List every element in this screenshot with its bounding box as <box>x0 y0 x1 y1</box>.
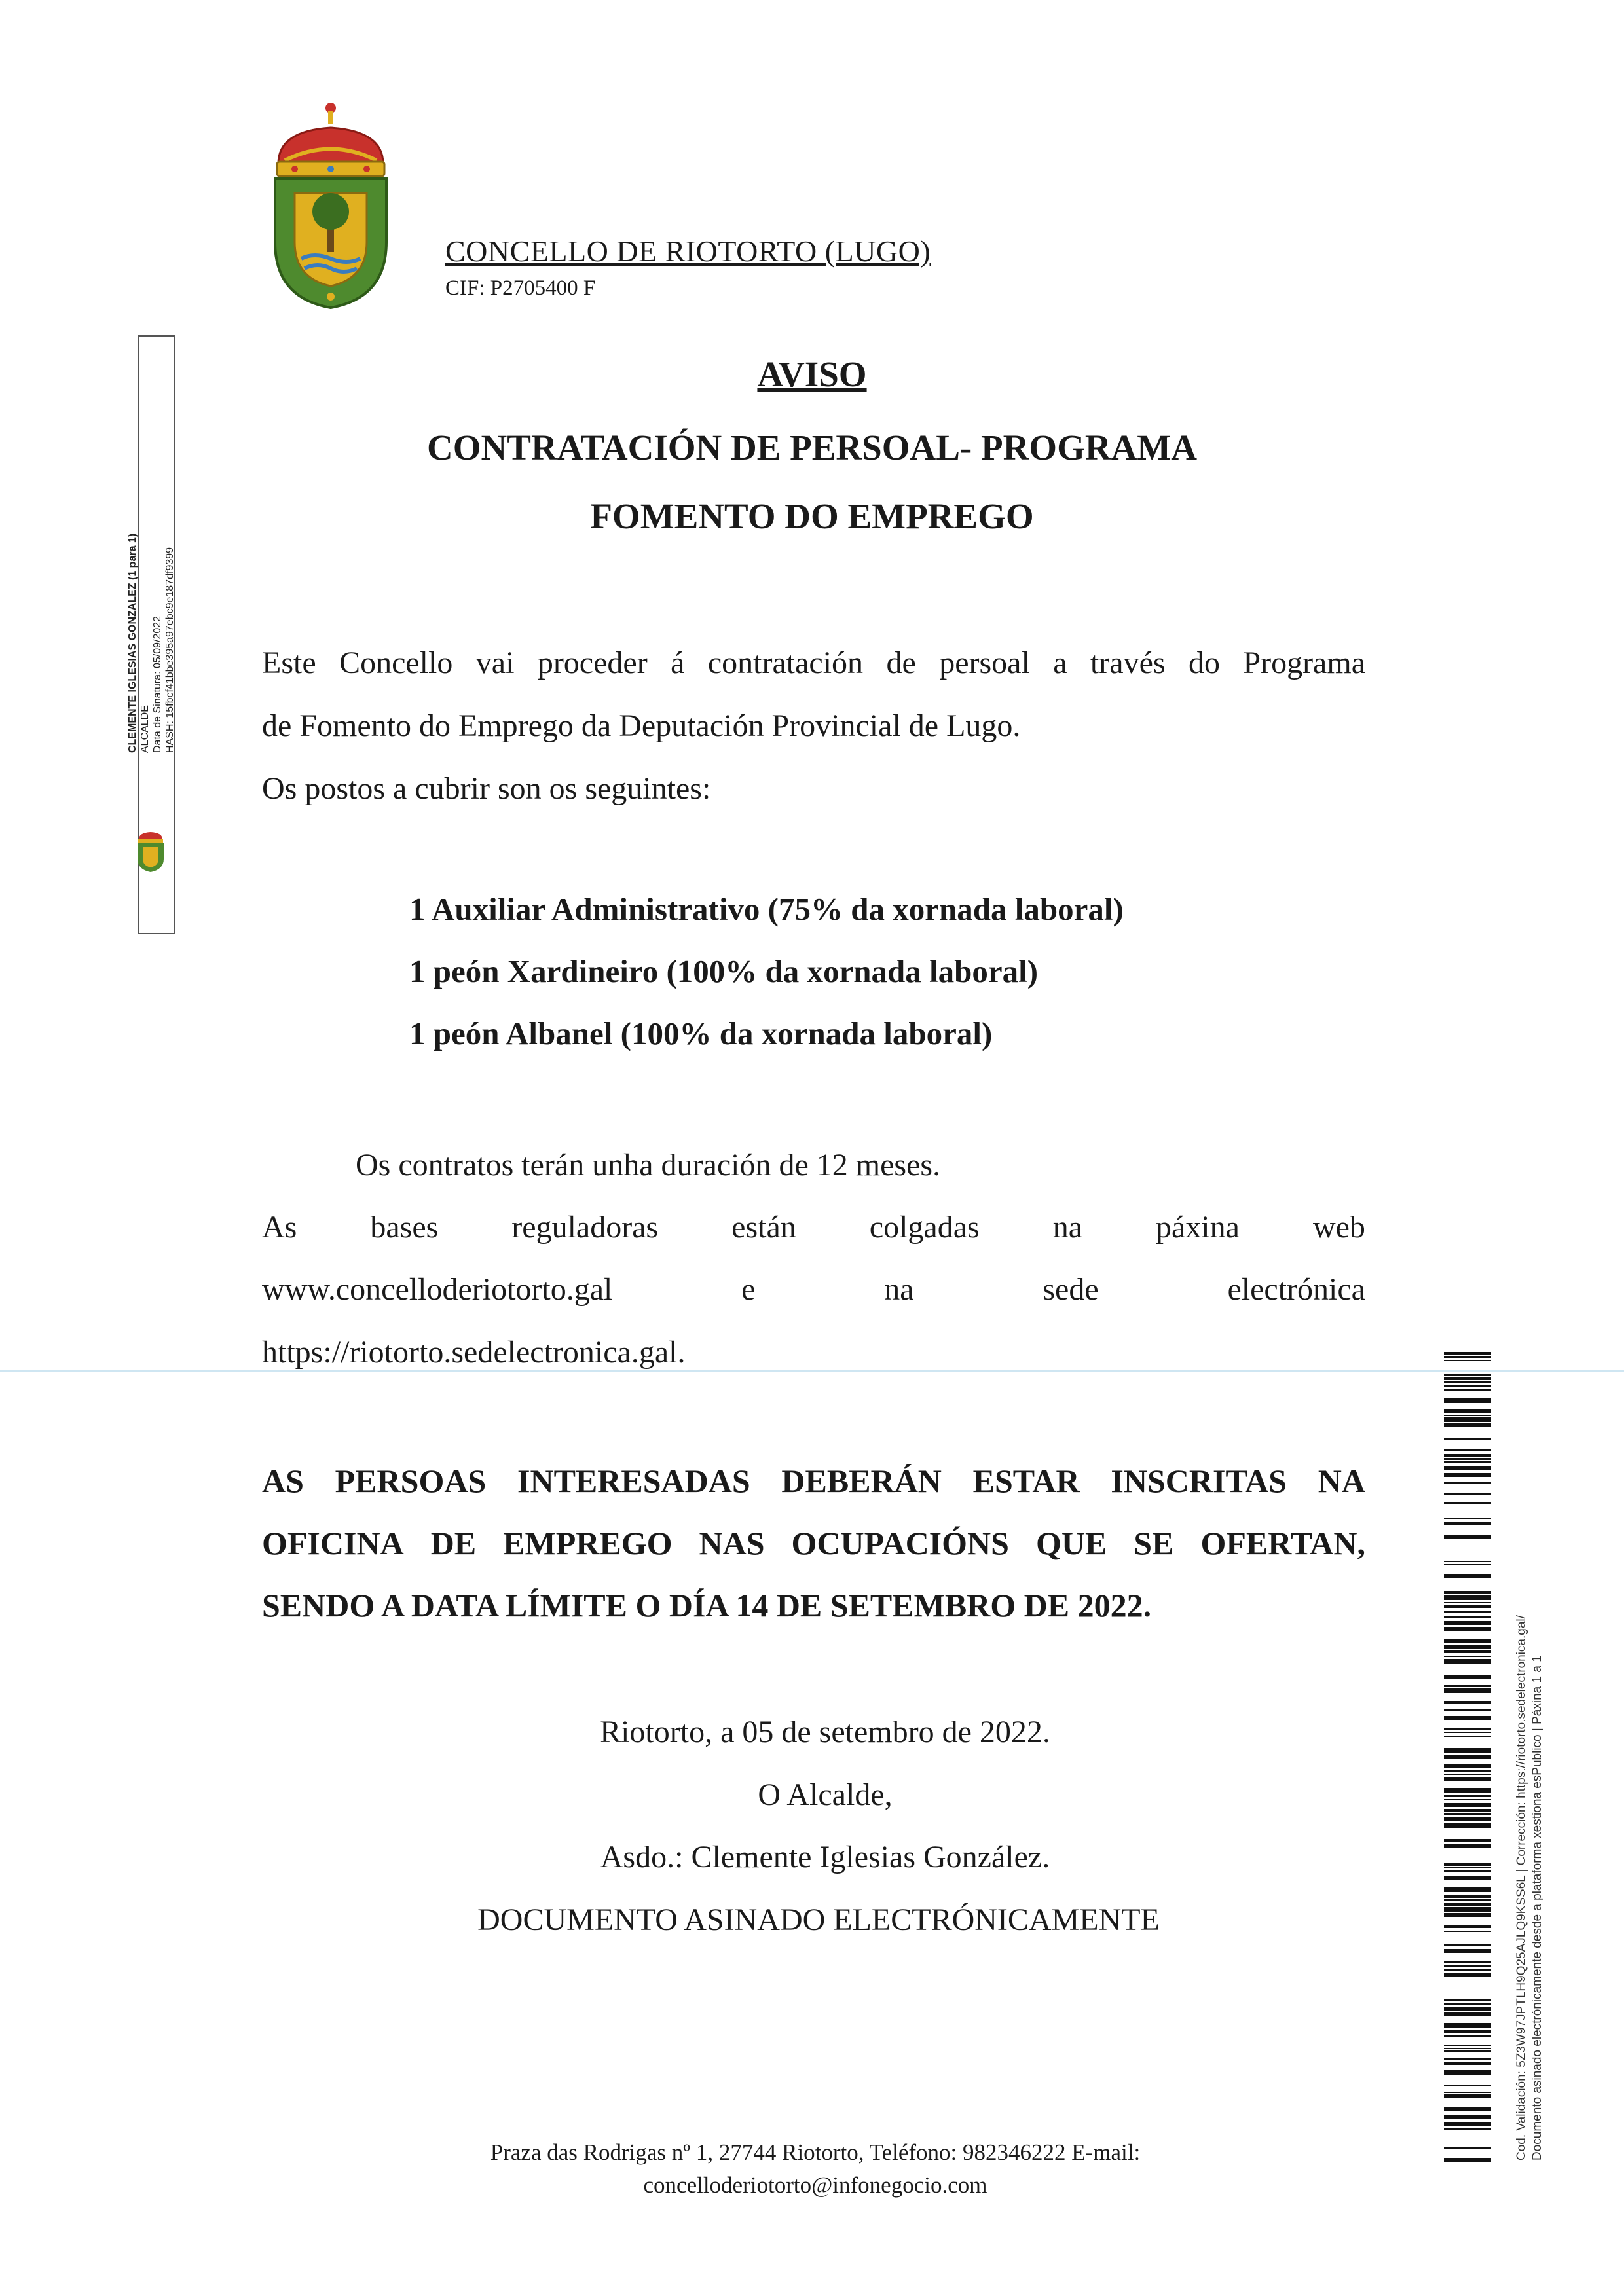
intro-line: de Fomento do Emprego da Deputación Provincial de Lugo. <box>262 708 1021 743</box>
word: NAS <box>699 1525 765 1561</box>
requirement-line <box>262 1524 1365 1562</box>
job-post-item: 1 peón Albanel (100% da xornada laboral) <box>409 1015 993 1051</box>
stamp-role: ALCALDE <box>139 705 151 753</box>
word: na <box>1052 1210 1083 1245</box>
intro-line: Este Concello vai proceder á contratación de persoal a través do Programa <box>262 646 1365 680</box>
word: bases <box>370 1210 439 1245</box>
word: As <box>262 1210 297 1245</box>
requirement-line <box>262 1462 1365 1500</box>
word: NA <box>1318 1463 1365 1499</box>
org-cif: CIF: P2705400 F <box>445 276 596 300</box>
validation-line: Cod. Validación: 5Z3W97JPTLH9Q25AJLQ9KSS6L | Corrección: https://riotorto.sedelectronica.gal/ <box>1515 1615 1528 2160</box>
contract-duration: Os contratos terán unha duración de 12 meses. <box>356 1148 941 1182</box>
notice-title: AVISO <box>757 354 867 394</box>
word: colgadas <box>869 1210 980 1245</box>
job-post-item: 1 Auxiliar Administrativo (75% da xornada laboral) <box>409 891 1124 927</box>
word: reguladoras <box>511 1210 659 1245</box>
signed-note: DOCUMENTO ASINADO ELECTRÓNICAMENTE <box>477 1903 1160 1937</box>
stamp-signer: CLEMENTE IGLESIAS GONZALEZ (1 para 1) <box>127 533 138 753</box>
website-link[interactable]: www.concelloderiotorto.gal <box>262 1272 613 1307</box>
scan-artifact-line <box>0 1370 1624 1372</box>
bases-line <box>262 1271 1365 1307</box>
word: están <box>731 1210 796 1245</box>
coat-of-arms-logo <box>265 101 396 311</box>
word: ESTAR <box>972 1463 1080 1499</box>
validation-line: Documento asinado electrónicamente desde a plataforma xestiona esPublico | Páxina 1 a 1 <box>1530 1655 1544 2160</box>
word: AS <box>262 1463 304 1499</box>
word: na <box>884 1272 914 1307</box>
word: electrónica <box>1227 1272 1365 1307</box>
word: SE <box>1134 1525 1174 1561</box>
requirement-line: SENDO A DATA LÍMITE O DÍA 14 DE SETEMBRO DE 2022. <box>262 1587 1152 1624</box>
org-name: CONCELLO DE RIOTORTO (LUGO) <box>445 234 931 268</box>
word: OCUPACIÓNS <box>791 1525 1009 1561</box>
word: INSCRITAS <box>1111 1463 1287 1499</box>
footer-email[interactable]: concelloderiotorto@infonegocio.com <box>643 2172 987 2198</box>
title-line-2: FOMENTO DO EMPREGO <box>590 496 1034 536</box>
title-line-1: CONTRATACIÓN DE PERSOAL- PROGRAMA <box>427 428 1197 467</box>
word: sede <box>1043 1272 1099 1307</box>
barcode-icon <box>1444 1352 1491 2164</box>
stamp-hash: HASH: 15fbcf41bbe395a97ebc9e187df9399 <box>164 547 175 753</box>
small-crest-icon <box>135 830 166 873</box>
word: QUE <box>1035 1525 1107 1561</box>
word: páxina <box>1156 1210 1240 1245</box>
job-post-item: 1 peón Xardineiro (100% da xornada laboral) <box>409 953 1039 989</box>
stamp-date: Data de Sinatura: 05/09/2022 <box>152 615 163 753</box>
e-office-link[interactable]: https://riotorto.sedelectronica.gal. <box>262 1335 686 1370</box>
footer-address: Praza das Rodrigas nº 1, 27744 Riotorto, Teléfono: 982346222 E-mail: <box>490 2140 1141 2165</box>
word: e <box>741 1272 756 1307</box>
word: web <box>1312 1210 1365 1245</box>
word: OFICINA <box>262 1525 404 1561</box>
word: EMPREGO <box>503 1525 673 1561</box>
word: DEBERÁN <box>781 1463 942 1499</box>
word: INTERESADAS <box>517 1463 750 1499</box>
word: DE <box>430 1525 477 1561</box>
word: PERSOAS <box>335 1463 487 1499</box>
word: OFERTAN, <box>1200 1525 1365 1561</box>
signer-name: Asdo.: Clemente Iglesias González. <box>600 1840 1050 1874</box>
place-date: Riotorto, a 05 de setembro de 2022. <box>600 1715 1050 1749</box>
bases-line <box>262 1209 1365 1245</box>
signer-role: O Alcalde, <box>758 1777 893 1812</box>
intro-line: Os postos a cubrir son os seguintes: <box>262 771 711 806</box>
